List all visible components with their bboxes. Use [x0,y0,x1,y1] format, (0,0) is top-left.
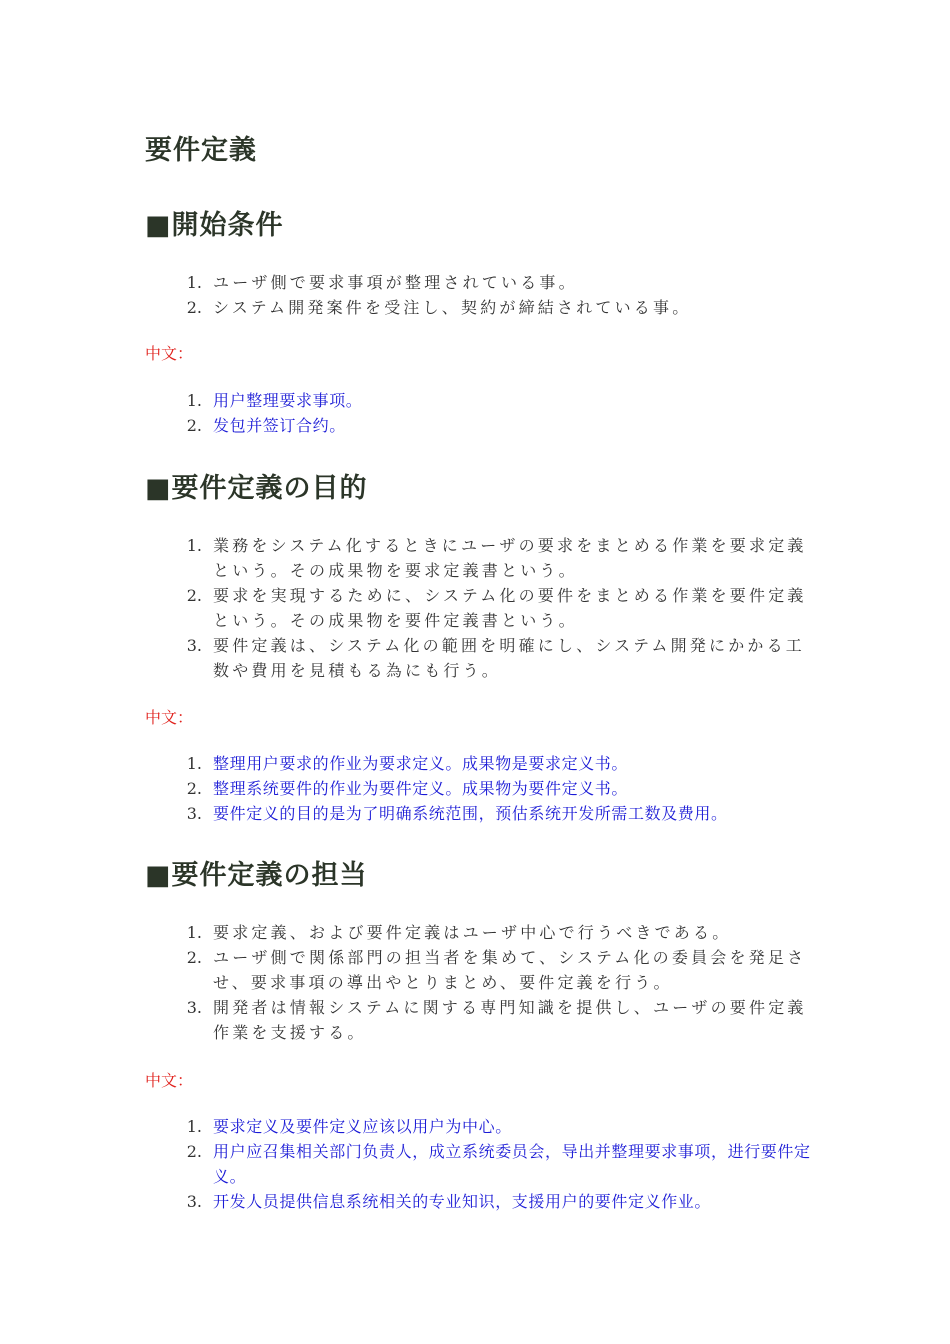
section-heading-responsibility: ■要件定義の担当 [145,860,368,891]
list-item [186,413,813,438]
list-item-text: 发包并签订合约。 [213,416,346,435]
list-number: 2. [186,416,202,435]
list-number: 1. [186,391,202,410]
list-item [186,633,813,683]
list-item-text: 开发人员提供信息系统相关的专业知识，支援用户的要件定义作业。 [213,1192,712,1211]
list-item [186,920,813,945]
chinese-label: 中文： [145,1071,194,1090]
list-item [186,295,813,320]
list-item-text: ユーザ側で要求事項が整理されている事。 [213,273,578,292]
purpose-zh-list [186,751,813,826]
section-heading-start-conditions: ■開始条件 [145,210,284,241]
list-item-text: 整理用户要求的作业为要求定义。成果物是要求定义书。 [213,754,629,773]
list-item-text: 要求を実現するために、システム化の要件をまとめる作業を要件定義という。その成果物を要件定義書という。 [213,586,807,630]
list-item-text: 要件定义的目的是为了明确系统范围，预估系统开发所需工数及费用。 [213,804,728,823]
list-number: 1. [186,273,202,292]
list-item [186,533,813,583]
responsibility-jp-list [186,920,813,1045]
list-number: 1. [186,536,202,555]
list-number: 3. [186,1192,202,1211]
list-item [186,776,813,801]
list-item-text: 用户整理要求事项。 [213,391,363,410]
list-number: 1. [186,754,202,773]
list-item [186,388,813,413]
list-item [186,1139,813,1189]
list-item-text: 用户应召集相关部门负责人，成立系统委员会，导出并整理要求事项，进行要件定义。 [213,1142,811,1186]
purpose-jp-list [186,533,813,683]
list-number: 2. [186,586,202,605]
list-number: 1. [186,1117,202,1136]
responsibility-zh-list [186,1114,813,1214]
list-item [186,995,813,1045]
list-item-text: 要求定義、および要件定義はユーザ中心で行うべきである。 [213,923,732,942]
document-title: 要件定義 [145,135,257,166]
list-item-text: 要求定义及要件定义应该以用户为中心。 [213,1117,512,1136]
list-item [186,583,813,633]
section-heading-purpose: ■要件定義の目的 [145,473,368,504]
list-item [186,1114,813,1139]
list-number: 2. [186,298,202,317]
list-number: 2. [186,779,202,798]
list-number: 2. [186,1142,202,1161]
list-number: 2. [186,948,202,967]
list-item-text: 開発者は情報システムに関する専門知識を提供し、ユーザの要件定義作業を支援する。 [213,998,807,1042]
list-number: 1. [186,923,202,942]
list-item-text: 要件定義は、システム化の範囲を明確にし、システム開発にかかる工数や費用を見積もる為にも行う。 [213,636,806,680]
chinese-label: 中文： [145,708,194,727]
list-item [186,945,813,995]
list-item-text: 整理系统要件的作业为要件定义。成果物为要件定义书。 [213,779,629,798]
list-number: 3. [186,804,202,823]
list-number: 3. [186,998,202,1017]
list-item [186,751,813,776]
list-item [186,801,813,826]
chinese-label: 中文： [145,344,194,363]
list-item-text: 業務をシステム化するときにユーザの要求をまとめる作業を要求定義という。その成果物を要求定義書という。 [213,536,807,580]
list-item [186,270,813,295]
list-item-text: ユーザ側で関係部門の担当者を集めて、システム化の委員会を発足させ、要求事項の導出やとりまとめ、要件定義を行う。 [213,948,807,992]
list-item-text: システム開発案件を受注し、契約が締結されている事。 [213,298,692,317]
start-conditions-zh-list [186,388,813,438]
list-number: 3. [186,636,202,655]
list-item [186,1189,813,1214]
start-conditions-jp-list [186,270,813,320]
